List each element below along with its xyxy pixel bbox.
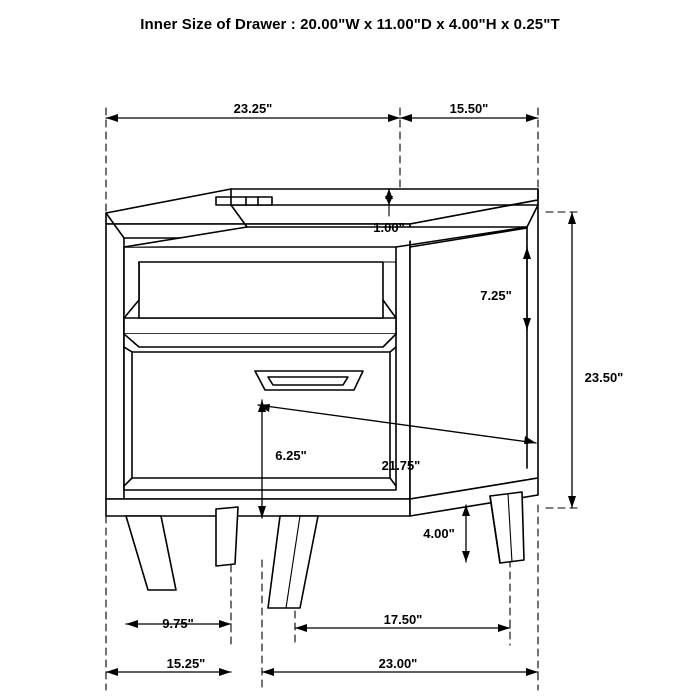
dimension-label-leg-front-spread: 9.75" — [162, 616, 194, 631]
dimension-label-base-depth: 15.25" — [166, 656, 206, 671]
dimension-label-base-width: 23.00" — [378, 656, 418, 671]
upper-shelf — [124, 262, 396, 347]
dimension-label-overall-height: 23.50" — [584, 370, 624, 385]
drawer-front — [124, 347, 396, 486]
top-cutout — [216, 197, 272, 205]
page-title: Inner Size of Drawer : 20.00"W x 11.00"D x 4.00"H x 0.25"T — [140, 16, 560, 33]
dimension-label-drawer-face-height: 6.25" — [275, 448, 307, 463]
dimension-label-leg-height: 4.00" — [423, 526, 455, 541]
dimension-label-drawer-face-width: 21.75" — [381, 458, 421, 473]
dimension-label-leg-span: 17.50" — [383, 612, 423, 627]
dimension-label-top-left-width: 23.25" — [233, 101, 273, 116]
dimension-label-upper-shelf-height: 7.25" — [480, 288, 512, 303]
dimension-label-top-lip-height: 1.00" — [373, 220, 405, 235]
dimension-label-top-right-depth: 15.50" — [449, 101, 489, 116]
